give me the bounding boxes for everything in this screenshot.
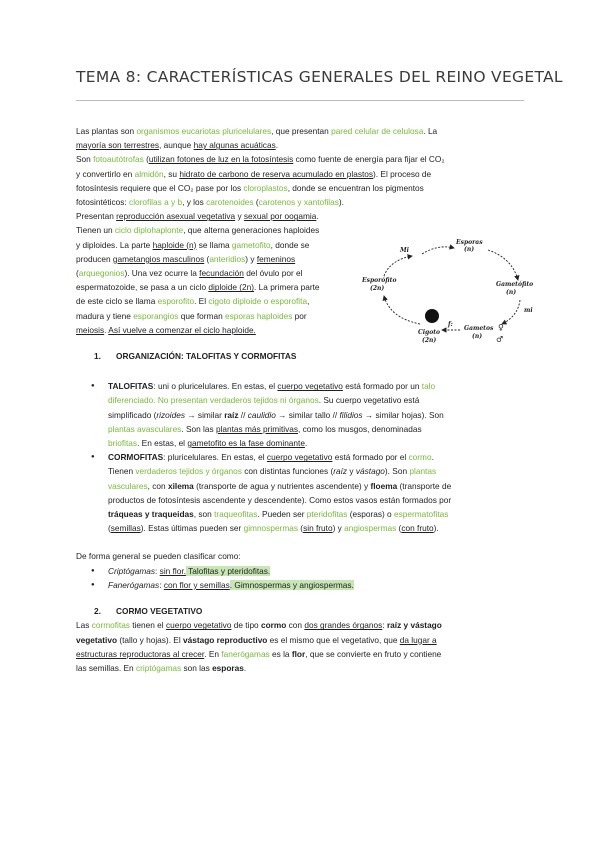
- text-run: angiospermas: [344, 523, 397, 534]
- text-run: briofitas: [108, 438, 138, 449]
- section-2-heading: [94, 604, 524, 618]
- text-run: .: [316, 211, 319, 222]
- text-run: fotosíntesis requiere que el CO₂ pase por los: [76, 182, 244, 193]
- label-gametos-n: (n): [472, 333, 483, 340]
- label-gametofito-n: (n): [506, 289, 517, 296]
- text-run: de tipo: [231, 620, 261, 631]
- text-run: (esporas) o: [347, 509, 394, 520]
- text-run: CORMOFITAS: [108, 452, 164, 463]
- text-run: verdaderos tejidos y órganos: [135, 466, 242, 477]
- text-run: ,: [307, 296, 310, 307]
- text-run: Fanerógamas: [108, 579, 160, 590]
- cycle-line: [76, 223, 372, 237]
- text-run: fotosintéticos:: [76, 197, 130, 208]
- label-esporofito-n: (2n): [370, 285, 385, 292]
- text-run: plantas más primitivas: [215, 423, 299, 434]
- text-run: Tienen un: [76, 225, 115, 236]
- male-symbol-icon: ♂: [496, 334, 504, 344]
- cigoto-dot: [425, 309, 439, 323]
- text-run: (: [298, 523, 304, 534]
- highlighted-text: Talofitas y pteridofitas.: [185, 565, 271, 576]
- text-run: . Son las: [181, 423, 216, 434]
- text-run: . En: [204, 648, 222, 659]
- text-run: → similar tallo //: [275, 409, 340, 420]
- cycle-line: [76, 323, 372, 337]
- text-run: (: [108, 523, 111, 534]
- life-cycle-diagram: [360, 238, 536, 348]
- intro-line: [76, 167, 524, 181]
- text-run: estructuras reproductoras al crecer: [76, 648, 205, 659]
- text-run: plantas avasculares: [108, 423, 182, 434]
- text-run: Presentan: [76, 211, 117, 222]
- text-run: (tallo y hojas). El: [117, 634, 183, 645]
- label-fecundacion: f:: [448, 321, 453, 328]
- text-run: gametangios masculinos: [112, 253, 205, 264]
- text-run: y diploides. La parte: [76, 239, 153, 250]
- text-run: criptógamas: [135, 662, 182, 673]
- text-run: tienen el: [129, 620, 166, 631]
- text-run: fecundación: [199, 268, 244, 279]
- list-item-talofitas: [76, 379, 524, 450]
- text-run: , donde se: [270, 239, 310, 250]
- document-body: [76, 124, 524, 675]
- label-esporas: Esporas: [456, 239, 483, 246]
- text-run: cormofitas: [91, 620, 130, 631]
- text-run: (: [76, 268, 79, 279]
- text-run: cuerpo vegetativo: [165, 620, 232, 631]
- text-run: vástago reproductivo: [183, 634, 268, 645]
- text-run: . En estas, el: [137, 438, 188, 449]
- text-run: se llama: [196, 239, 232, 250]
- section-title: ORGANIZACIÓN: TALOFITAS Y CORMOFITAS: [116, 351, 297, 362]
- arrow-to-gametofito: [488, 250, 518, 280]
- page-title: TEMA 8: CARACTERÍSTICAS GENERALES DEL REINO VEGETAL: [76, 68, 563, 86]
- text-run: ). Estas últimas pueden ser: [140, 523, 244, 534]
- term-esporofito: esporofito: [157, 296, 195, 307]
- text-run: son las: [181, 662, 213, 673]
- text-run: gametofito es la fase dominante: [187, 438, 305, 449]
- section-2-paragraph: [76, 618, 524, 675]
- text-run: :: [159, 579, 164, 590]
- text-run: . Su cuerpo vegetativo está: [318, 395, 420, 406]
- text-run: Son: [76, 154, 94, 165]
- text-run: (transporte de agua y nutrientes ascendente) y: [193, 480, 371, 491]
- text-run: ) y: [332, 523, 345, 534]
- text-run: es el mismo que el vegetativo, que: [267, 634, 400, 645]
- text-run: .: [431, 452, 434, 463]
- text-run: semillas: [110, 523, 141, 534]
- text-run: cuerpo vegetativo: [277, 381, 343, 392]
- term-carotenoides: carotenoides: [206, 197, 254, 208]
- text-run: productos de fotosíntesis ascendente y descendente). Como estos vasos están formados por: [108, 494, 452, 505]
- text-run: por: [292, 310, 307, 321]
- label-gametos: Gametos: [464, 325, 494, 332]
- text-run: , y los: [182, 197, 207, 208]
- text-run: (: [204, 253, 210, 264]
- text-run: femeninos: [256, 253, 296, 264]
- text-run: , que presentan: [271, 126, 332, 136]
- text-run: madura y tiene: [76, 310, 134, 321]
- text-run: : pluricelulares. En estas, el: [163, 452, 267, 463]
- text-run: (: [253, 197, 259, 208]
- text-run: .: [243, 662, 247, 673]
- text-run: .: [275, 140, 279, 151]
- term-cloroplastos: cloroplastos: [243, 182, 288, 193]
- cycle-line: [76, 309, 372, 323]
- text-run: rizoides: [156, 409, 186, 420]
- text-run: y: [235, 211, 244, 222]
- text-run: TALOFITAS: [108, 381, 154, 392]
- label-esporas-n: (n): [464, 246, 475, 253]
- text-run: (: [143, 154, 149, 165]
- text-run: ) y: [245, 253, 257, 264]
- text-run: haploide (n): [152, 239, 197, 250]
- term-arquegonios: arquegonios: [78, 268, 125, 279]
- text-run: . La primera parte: [254, 282, 320, 293]
- text-run: , donde se encuentran los pigmentos: [287, 182, 424, 193]
- classify-list: [76, 564, 524, 592]
- text-run: Así vuelve a comenzar el ciclo haploide.: [108, 324, 256, 335]
- intro-line: [76, 195, 524, 209]
- text-run: gimnospermas: [243, 523, 298, 534]
- text-run: vástago: [355, 466, 385, 477]
- text-run: , aunque: [159, 140, 194, 151]
- label-cigoto: Cigoto: [418, 329, 441, 336]
- text-run: , su: [163, 168, 180, 179]
- label-mitosis: mi: [524, 307, 533, 314]
- title-divider: [76, 100, 524, 101]
- cycle-line: [76, 294, 372, 308]
- text-run: . La: [423, 126, 438, 136]
- cycle-line: [76, 252, 372, 266]
- arrow-to-esporofito: [384, 296, 420, 324]
- text-run: ). El proceso de: [373, 168, 432, 179]
- text-run: flor: [291, 648, 306, 659]
- label-esporofito: Esporófito: [362, 277, 397, 284]
- cycle-line: [76, 238, 372, 252]
- text-run: ). Son: [384, 466, 410, 477]
- text-run: hidrato de carbono de reserva acumulado en plastos: [179, 168, 374, 179]
- text-run: con fruto: [401, 523, 434, 534]
- text-run: mayoría son terrestres: [76, 140, 159, 151]
- term-carotenos: carotenos y xantofilas: [258, 197, 339, 208]
- text-run: ). Una vez ocurre la: [124, 268, 200, 279]
- term-ciclo: ciclo diplohaplonte: [114, 225, 184, 236]
- section-number: 2.: [94, 606, 101, 617]
- text-run: Las: [76, 620, 92, 631]
- text-run: con: [286, 620, 305, 631]
- text-run: raíz y vástago: [386, 620, 442, 631]
- text-run: fanerógamas: [221, 648, 270, 659]
- text-run: producen: [76, 253, 113, 264]
- text-run: cormo: [408, 452, 432, 463]
- text-run: traqueofitas: [214, 509, 258, 520]
- text-run: floema: [370, 480, 398, 491]
- term-cigoto: cigoto diploide o esporofita: [208, 296, 308, 307]
- text-run: y: [347, 466, 356, 477]
- arrow-to-esporas: [384, 256, 412, 276]
- text-run: está formado por un: [342, 381, 422, 392]
- intro-line: [76, 124, 524, 138]
- text-run: del óvulo por el: [243, 268, 303, 279]
- text-run: sin flor.: [159, 565, 186, 576]
- text-run: , que alterna generaciones haploides: [183, 225, 320, 236]
- arrow-meiosis: [422, 247, 454, 254]
- text-run: raíz: [333, 466, 348, 477]
- text-run: utilizan fotones de luz en la fotosíntesis: [148, 154, 294, 165]
- text-run: .: [304, 438, 308, 449]
- list-item-fanerogamas: [76, 578, 524, 592]
- text-run: , que se convierte en fruto y contiene: [305, 648, 442, 659]
- text-run: (transporte de: [397, 480, 452, 491]
- cycle-line: [76, 266, 372, 280]
- text-run: que forman: [178, 310, 225, 321]
- text-run: → similar: [185, 409, 225, 420]
- term-eucariotas: organismos eucariotas pluricelulares: [136, 126, 272, 136]
- text-run: esporas: [212, 662, 244, 673]
- term-fotoautotrofas: fotoautótrofas: [93, 154, 144, 165]
- text-run: tráqueas y traqueidas: [108, 509, 194, 520]
- term-esporangios: esporangios: [133, 310, 179, 321]
- term-clorofilas: clorofilas a y b: [129, 197, 183, 208]
- text-run: Tienen: [108, 466, 136, 477]
- text-run: vegetativo: [76, 634, 118, 645]
- intro-line: [76, 209, 524, 223]
- text-run: :: [155, 565, 160, 576]
- text-run: es la: [269, 648, 292, 659]
- intro-line: [76, 152, 524, 166]
- text-run: está formado por el: [332, 452, 409, 463]
- text-run: filidios: [339, 409, 363, 420]
- text-run: .: [104, 324, 109, 335]
- text-run: talo: [421, 381, 436, 392]
- text-run: vasculares: [108, 480, 148, 491]
- section-1-heading: [94, 349, 524, 363]
- term-esporas: esporas haploides: [225, 310, 293, 321]
- text-run: ).: [433, 523, 439, 534]
- text-run: con flor y semillas: [163, 579, 230, 590]
- label-cigoto-n: (2n): [422, 337, 437, 344]
- term-pared-celular: pared celular de celulosa: [331, 126, 424, 136]
- text-run: Las plantas son: [76, 126, 137, 136]
- list-item-criptogamas: [76, 564, 524, 578]
- text-run: da lugar a: [399, 634, 437, 645]
- classify-intro: De forma general se pueden clasificar como:: [76, 551, 241, 562]
- text-run: sexual por oogamia: [243, 211, 317, 222]
- text-run: raíz: [224, 409, 239, 420]
- text-run: cuerpo vegetativo: [266, 452, 333, 463]
- text-run: pteridofitas: [306, 509, 348, 520]
- text-run: , como los musgos, denominadas: [298, 423, 422, 434]
- cycle-paragraph: [76, 223, 372, 337]
- text-run: las semillas. En: [76, 662, 136, 673]
- text-run: : uni o pluricelulares. En estas, el: [153, 381, 278, 392]
- text-run: caulidio: [247, 409, 276, 420]
- text-run: , con: [147, 480, 168, 491]
- text-run: meiosis: [76, 324, 105, 335]
- intro-line: [76, 181, 524, 195]
- text-run: xilema: [167, 480, 194, 491]
- text-run: → similar hojas). Son: [362, 409, 444, 420]
- text-run: ).: [338, 197, 344, 208]
- text-run: de este ciclo se llama: [76, 296, 158, 307]
- text-run: . El: [194, 296, 209, 307]
- text-run: //: [238, 409, 248, 420]
- text-run: , son: [193, 509, 215, 520]
- text-run: reproducción asexual vegetativa: [116, 211, 236, 222]
- organization-list: [76, 379, 524, 535]
- text-run: sin fruto: [303, 523, 333, 534]
- text-run: y convertirlo en: [76, 168, 135, 179]
- text-run: como fuente de energía para fijar el CO₂: [293, 154, 445, 165]
- text-run: :: [382, 620, 387, 631]
- arrow-to-gametos: [502, 300, 520, 324]
- text-run: diferenciado. No presentan verdaderos tejidos ni órganos: [108, 395, 319, 406]
- label-meiosis: Mi: [400, 247, 409, 254]
- term-almidon: almidón: [134, 168, 164, 179]
- term-gametofito: gametofito: [231, 239, 271, 250]
- text-run: dos grandes órganos: [304, 620, 383, 631]
- text-run: hay algunas acuáticas: [193, 140, 276, 151]
- text-run: (: [396, 523, 402, 534]
- text-run: cormo: [260, 620, 287, 631]
- text-run: con distintas funciones (: [241, 466, 334, 477]
- text-run: simplificado (: [108, 409, 157, 420]
- label-gametofito: Gametófito: [496, 281, 534, 288]
- section-number: 1.: [94, 351, 101, 362]
- female-symbol-icon: ♀: [498, 322, 504, 332]
- text-run: . Pueden ser: [257, 509, 307, 520]
- list-item-cormofitas: [76, 450, 524, 535]
- intro-line: [76, 138, 524, 152]
- text-run: diploide (2n): [208, 282, 255, 293]
- text-run: Criptógamas: [108, 565, 156, 576]
- cycle-line: [76, 280, 372, 294]
- text-run: espermatozoide, se pasa a un ciclo: [76, 282, 209, 293]
- term-anteridios: anteridios: [209, 253, 246, 264]
- highlighted-text: . Gimnospermas y angiospermas.: [229, 579, 354, 590]
- text-run: espermatofitas: [393, 509, 449, 520]
- spacer: [76, 535, 524, 549]
- text-run: plantas: [409, 466, 437, 477]
- section-title: CORMO VEGETATIVO: [116, 606, 203, 617]
